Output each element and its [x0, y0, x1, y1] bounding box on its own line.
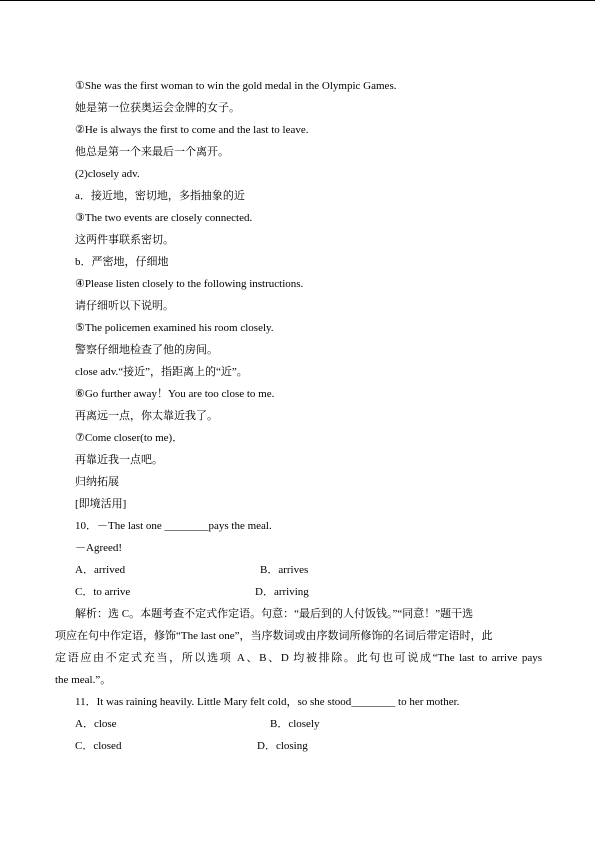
- question-11-option-d: D．closing: [257, 740, 308, 752]
- example-sentence-6-en: ⑥Go further away！You are too close to me.: [75, 388, 275, 400]
- example-sentence-5-en: ⑤The policemen examined his room closely.: [75, 322, 274, 334]
- section-heading-practice: [即境活用]: [75, 498, 127, 510]
- question-10-explanation: [55, 603, 542, 691]
- example-sentence-6-zh: 再离远一点，你太靠近我了。: [75, 410, 218, 422]
- page-top-rule: [0, 0, 595, 1]
- definition-close-adv: close adv.“接近”，指距离上的“近”。: [75, 366, 248, 378]
- question-11-option-c: C．closed: [75, 740, 122, 752]
- example-sentence-1-zh: 她是第一位获奥运会金牌的女子。: [75, 102, 240, 114]
- definition-a: a．接近地，密切地，多指抽象的近: [75, 190, 245, 202]
- question-11-option-b: B．closely: [270, 718, 320, 730]
- question-11-option-a: A．close: [75, 718, 117, 730]
- example-sentence-4-zh: 请仔细听以下说明。: [75, 300, 174, 312]
- question-10-option-a: A．arrived: [75, 564, 126, 576]
- section-heading-closely: (2)closely adv.: [75, 168, 140, 180]
- example-sentence-3-en: ③The two events are closely connected.: [75, 212, 253, 224]
- question-10-reply: －Agreed!: [75, 542, 123, 554]
- example-sentence-5-zh: 警察仔细地检查了他的房间。: [75, 344, 218, 356]
- question-10-option-c: C．to arrive: [75, 586, 131, 598]
- question-10-stem: 10．－The last one ________pays the meal.: [75, 520, 272, 532]
- section-heading-summary: 归纳拓展: [75, 476, 119, 488]
- example-sentence-3-zh: 这两件事联系密切。: [75, 234, 174, 246]
- explanation-line-2: 项应在句中作定语，修饰“The last one”，当序数词或由序数词所修饰的名词后带定语时，此: [55, 630, 493, 642]
- example-sentence-2-zh: 他总是第一个来最后一个离开。: [75, 146, 229, 158]
- example-sentence-7-en: ⑦Come closer(to me)．: [75, 432, 184, 444]
- explanation-line-1: 解析：选 C。本题考查不定式作定语。句意：“最后到的人付饭钱。”“同意！”题干选: [75, 608, 474, 620]
- definition-b: b．严密地，仔细地: [75, 256, 169, 268]
- explanation-line-3: 定语应由不定式充当，所以选项 A、B、D 均被排除。此句也可说成“The last to arrive pays: [55, 652, 542, 664]
- example-sentence-4-en: ④Please listen closely to the following instructions.: [75, 278, 304, 290]
- question-11-stem: 11．It was raining heavily. Little Mary felt cold，so she stood________ to her mother.: [75, 696, 460, 708]
- example-sentence-2-en: ②He is always the first to come and the last to leave.: [75, 124, 309, 136]
- question-10-option-b: B．arrives: [260, 564, 309, 576]
- example-sentence-1-en: ①She was the first woman to win the gold medal in the Olympic Games.: [75, 80, 397, 92]
- explanation-line-4: the meal.”。: [55, 674, 112, 686]
- question-10-option-d: D．arriving: [255, 586, 309, 598]
- example-sentence-7-zh: 再靠近我一点吧。: [75, 454, 163, 466]
